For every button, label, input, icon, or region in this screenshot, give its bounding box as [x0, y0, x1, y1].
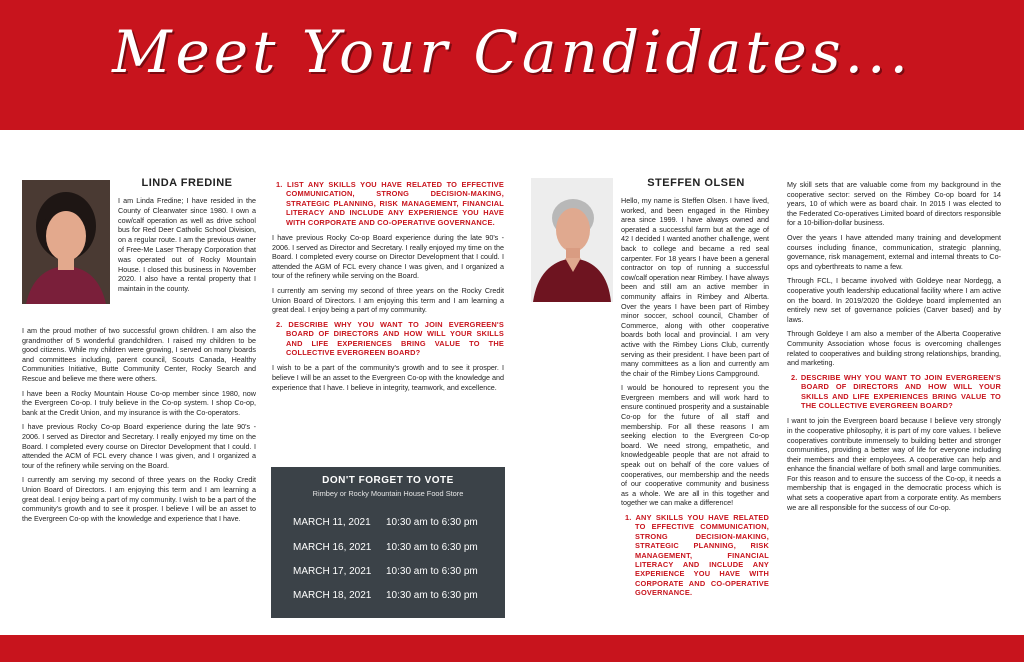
steffen-answer-paragraph: Over the years I have attended many training and development courses including finance, communication, strategic planning, governance, risk management, external and internal threats to Co-ops and cyberthreats to name a few.: [787, 232, 1001, 271]
vote-date-row: [293, 566, 493, 577]
steffen-answer-paragraph: Through FCL, I became involved with Goldeye near Nordegg, a cooperative youth leadership educational facility where I am active on the board. In 2019/2020 the Goldeye board implemented an entirely new set of governance policies (Carver based) and by laws.: [787, 276, 1001, 324]
linda-column: [22, 196, 256, 299]
linda-question-1: 1. LIST ANY SKILLS YOU HAVE RELATED TO EFFECTIVE COMMUNICATION, STRONG DECISION-MAKING, STRATEGIC PLANNING, RISK MANAGEMENT, FINANCIAL LITERACY AND INCLUDE ANY EXPERIENCE YOU HAVE WITH CORPORATE AND CO-OPERATIVE GOVERNANCE.: [276, 180, 504, 227]
steffen-answer-paragraph: My skill sets that are valuable come from my background in the cooperative sector: served on the Rimbey Co-op board for 14 years, 10 of which were as board chair. In 2015 I was elected to the Federated Co-operatives Limited board of directors responsible for a 10-billion-dollar business.: [787, 180, 1001, 228]
candidate-name-linda: LINDA FREDINE: [141, 177, 233, 189]
steffen-intro: Hello, my name is Steffen Olsen. I have lived, worked, and been engaged in the Rimbey area since 1999. I have always owned and operated a successful farm but at the age of 42 I decided I wanted another challenge, went back to college and became a red seal carpenter. For 18 years I have been a general contractor on top of running a successful cow/calf operation near Rimbey. I have always been and still am an active member in community affairs in Rimbey and Alberta. Over the years I have been part of Rimbey minor soccer, school council, Chamber of Commerce, along with other cooperative boards both local and provincial. I am very active with the Rimbey Lions Club, currently serving as their president. I have been part of many committees as a lion and currently am the chair of the Rimbey Lions Campground.: [621, 196, 769, 378]
banner-title: Meet Your Candidates...: [112, 18, 912, 86]
linda-paragraph: I have been a Rocky Mountain House Co-op member since 1980, now the Evergreen Co-op. I truly believe in the Co-op system. I shop Co-op, bank at the Credit Union, and my insurance is with the Co-operators.: [22, 388, 256, 417]
vote-time: 10:30 am to 6:30 pm: [386, 542, 478, 553]
vote-date: MARCH 18, 2021: [293, 590, 372, 601]
linda-paragraphs: [22, 326, 256, 528]
candidate-name-steffen: STEFFEN OLSEN: [647, 177, 745, 189]
steffen-answers-column: [787, 180, 1001, 517]
linda-paragraph: I have previous Rocky Co-op Board experience during the late 90's - 2006. I served as Director and Secretary. I really enjoyed my time on the Board. I completed every course on Director Development that I could. I attended the ACM of FCL every chance I was given, and I organized a tour of the refinery while serving on the Board.: [22, 422, 256, 470]
vote-reminder-box: [271, 467, 505, 618]
vote-time: 10:30 am to 6:30 pm: [386, 566, 478, 577]
linda-answer-1b: I currently am serving my second of three years on the Rocky Credit Union Board of Directors. I am enjoying this term and I am learning a great deal. I enjoy being a part of my community.: [272, 286, 504, 315]
linda-paragraph: I am the proud mother of two successful grown children. I am also the grandmother of 5 wonderful grandchildren. I raised my children to be good citizens. While my children were growing, I served on many boards and committees including, parent council, Scouts Canada, Healthy Communities Initiative, Butte Community Center, Rocky Search and Rescue and believe me there were others.: [22, 326, 256, 383]
steffen-answer-2: I want to join the Evergreen board because I believe very strongly in the cooperative philosophy, it is part of my core values. I believe cooperatives contribute immensely to building better and stronger communities, providing a better way of life for everyone including their members and their employees. A cooperative can help and enhance the financial welfare of both small and large communities. For this reason and to ensure the success of the Co-op, it needs a membership that is engaged in the democratic process which is what sets a cooperative apart from a corporate entity. As members we are all responsible for the success of our Co-op.: [787, 416, 1001, 512]
vote-location: Rimbey or Rocky Mountain House Food Store: [312, 489, 464, 498]
linda-question-2: 2. DESCRIBE WHY YOU WANT TO JOIN EVERGREEN'S BOARD OF DIRECTORS AND HOW WILL YOUR SKILLS AND LIFE EXPERIENCES BRING VALUE TO THE COLLECTIVE EVERGREEN BOARD?: [276, 319, 504, 357]
steffen-answer-paragraph: Through Goldeye I am also a member of the Alberta Cooperative Community Association whose focus is overcoming challenges related to cooperatives and building strong relationships, branding, and marketing.: [787, 329, 1001, 368]
vote-date: MARCH 17, 2021: [293, 566, 372, 577]
vote-date-row: [293, 517, 493, 528]
vote-time: 10:30 am to 6:30 pm: [386, 590, 478, 601]
linda-intro: I am Linda Fredine; I have resided in the County of Clearwater since 1980. I own a cow/calf operation as well as drive school bus for Red Deer Catholic School Division, on a regular route. I am the previous owner of Free-Me Laser Therapy Corporation that was operated out of Rocky Mountain House. I closed this business in November 2020. I also have a rental property that I maintain in the county.: [118, 196, 256, 294]
steffen-column: [531, 196, 769, 604]
vote-date-row: [293, 542, 493, 553]
steffen-question-2: 2. DESCRIBE WHY YOU WANT TO JOIN EVERGREEN'S BOARD OF DIRECTORS AND HOW WILL YOUR SKILLS AND LIFE EXPERIENCES BRING VALUE TO THE COLLECTIVE EVERGREEN BOARD?: [791, 372, 1001, 410]
footer-band: [0, 635, 1024, 662]
linda-answer-1a: I have previous Rocky Co-op Board experience during the late 90's - 2006. I served as Director and Secretary. I really enjoyed my time on the Board. I completed every course on Director Development that I could. I attended the AGM of FCL every chance I was given, and I organized a tour of the refinery while serving on the Board.: [272, 233, 504, 281]
linda-name-block: [118, 178, 256, 192]
vote-title: DON'T FORGET TO VOTE: [322, 475, 454, 486]
vote-date-row: [293, 590, 493, 601]
vote-date: MARCH 16, 2021: [293, 542, 372, 553]
linda-paragraph: I currently am serving my second of three years on the Rocky Credit Union Board of Directors. I am enjoying this term and I am learning a great deal. I enjoy being a part of my community. I wish to be a part of the community's growth and to see it prosper. I believe I will be an asset to the Evergreen Co-op with the knowledge and experience that I have.: [22, 475, 256, 523]
linda-answers-column: [272, 180, 504, 397]
steffen-question-1: 1. ANY SKILLS YOU HAVE RELATED TO EFFECTIVE COMMUNICATION, STRONG DECISION-MAKING, STRATEGIC PLANNING, RISK MANAGEMENT, FINANCIAL LITERACY AND INCLUDE ANY EXPERIENCE YOU HAVE WITH CORPORATE AND CO-OPERATIVE GOVERNANCE.: [625, 513, 769, 598]
steffen-paragraph-2: I would be honoured to represent you the Evergreen members and will work hard to ensure continued prosperity and a sustainable Co-op for the future of all staff and membership. For all these reasons I am seeking election to the Evergreen Co-op board. We need strong, empathetic, and knowledgeable people that are not afraid to speak out on behalf of the core values of cooperatives, our membership and the needs of our cooperative community and business as a whole. We are all in this together and together we can make a difference!: [621, 383, 769, 508]
linda-answer-2: I wish to be a part of the community's growth and to see it prosper. I believe I will be an asset to the Evergreen Co-op with the knowledge and experience that I have. I believe in integrity, teamwork, and excellence.: [272, 363, 504, 392]
steffen-name-block: [622, 178, 770, 192]
vote-time: 10:30 am to 6:30 pm: [386, 517, 478, 528]
vote-date: MARCH 11, 2021: [293, 517, 371, 528]
